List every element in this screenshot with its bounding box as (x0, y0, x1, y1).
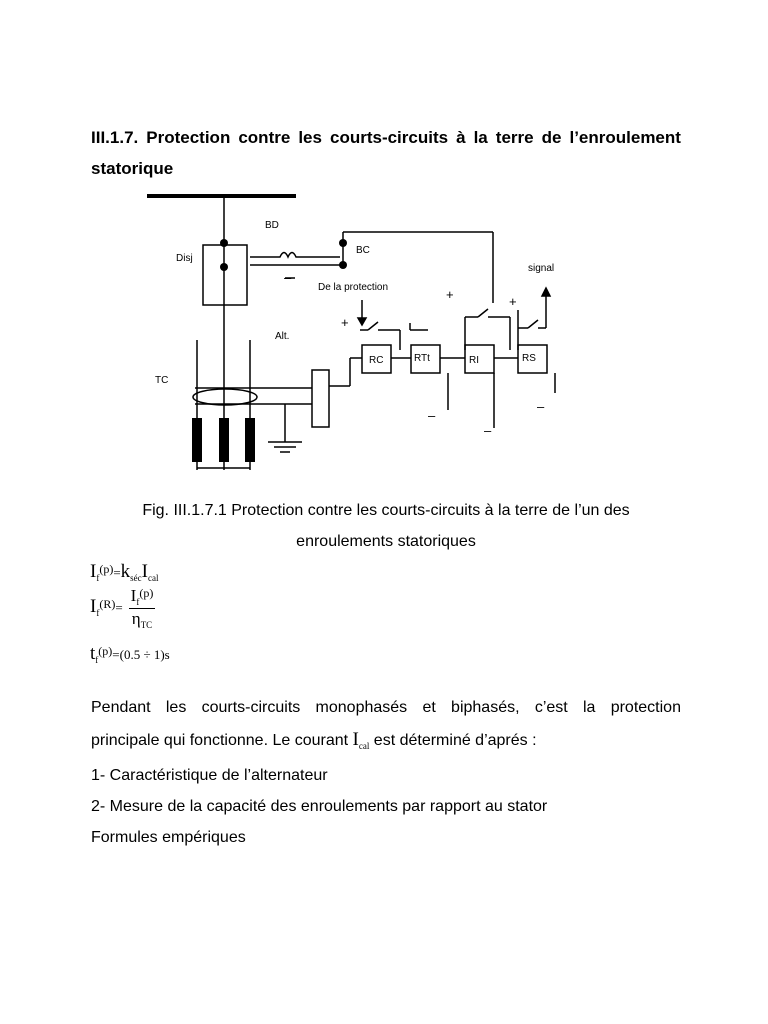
label-rc: RC (369, 355, 384, 366)
breaker-box (203, 245, 247, 305)
formula-tf-p: $t_f^{(p)}=(0.5 \div 1)s$ (90, 643, 170, 665)
ical-symbol: $I_{cal}$ (352, 729, 370, 751)
label-signal: signal (528, 263, 555, 274)
label-bc: BC (356, 245, 370, 256)
protection-circuit-diagram (0, 185, 768, 485)
label-bd: BD (265, 220, 279, 231)
label-plus-rc: + (341, 315, 349, 330)
figure-caption (91, 495, 681, 557)
label-plus-ri: + (446, 287, 454, 302)
label-rs: RS (522, 353, 536, 364)
heading-line-1: III.1.7. Protection contre les courts-circuits à la terre de l’enroulement (91, 128, 681, 147)
label-plus-rs: + (509, 294, 517, 309)
formula-if-r: $I_f^{(R)}=$ $\frac{I_f^{(p)}}{\eta_{TC}}$ (90, 586, 154, 630)
ct-block (312, 370, 329, 427)
label-de-la-protection: De la protection (318, 282, 389, 293)
label-alt: Alt. (275, 331, 290, 342)
winding-2 (219, 418, 229, 462)
list-item-1: 1- Caractéristique de l’alternateur (91, 767, 328, 784)
label-tc: TC (155, 375, 169, 386)
formula-if-p: $I_f^{(p)}=k_{séc}I_{cal}$ (90, 561, 159, 583)
section-heading (91, 122, 681, 184)
bd-coil (250, 253, 340, 258)
fraction: $\frac{I_f^{(p)}}{\eta_{TC}}$ (130, 586, 154, 630)
label-minus-rtt: – (428, 408, 436, 423)
paragraph-line-1: Pendant les courts-circuits monophasés et biphasés, c’est la protection (91, 699, 681, 716)
label-minus-ri: – (484, 423, 492, 438)
winding-3 (245, 418, 255, 462)
paragraph (91, 692, 681, 758)
winding-1 (192, 418, 202, 462)
heading-line-2: statorique (91, 159, 174, 178)
label-ri: RI (469, 355, 479, 366)
label-disj: Disj (176, 253, 193, 264)
paragraph-line-2: principale qui fonctionne. Le courant $I_{cal}$ est déterminé d’aprés : (91, 729, 537, 751)
tc-coil (193, 389, 257, 405)
list-item-2: 2- Mesure de la capacité des enroulements par rapport au stator (91, 798, 548, 815)
list-item-3: Formules empériques (91, 829, 246, 846)
caption-line-2: enroulements statoriques (296, 533, 476, 550)
label-minus-bd: – (284, 270, 292, 285)
label-minus-rs: – (537, 399, 545, 414)
label-rtt: RTt (414, 353, 430, 364)
caption-line-1: Fig. III.1.7.1 Protection contre les courts-circuits à la terre de l’un des (142, 502, 630, 519)
